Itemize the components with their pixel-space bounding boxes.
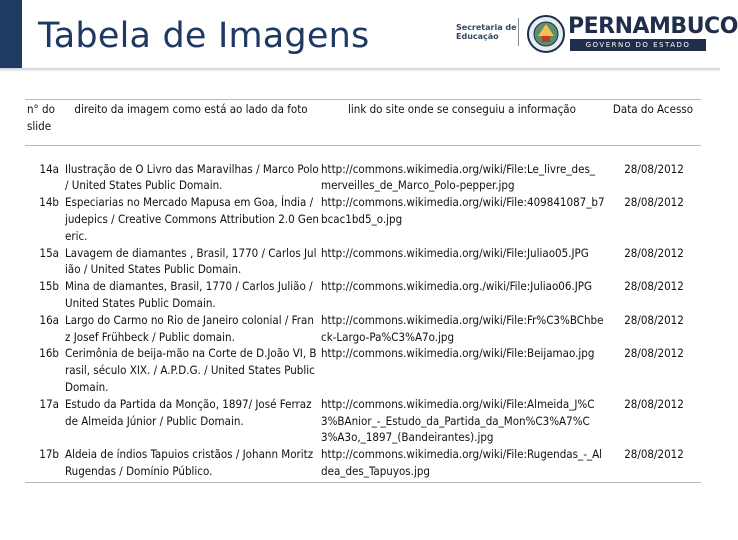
slide-header: [0, 0, 738, 68]
cell-slide: 15a: [39, 245, 59, 260]
secretaria-line-2: Educação: [456, 32, 499, 41]
cell-description: Largo do Carmo no Rio de Janeiro colonial / Franz Josef Frühbeck / Public domain.: [65, 312, 314, 344]
cell-date: 28/08/2012: [624, 396, 684, 411]
table-row: [25, 194, 701, 244]
cell-slide: 17b: [25, 446, 63, 482]
table-row: [25, 245, 701, 279]
cell-date: 28/08/2012: [624, 245, 684, 260]
cell-link: http://commons.wikimedia.org/wiki/File:Rugendas_-_Aldea_des_Tapuyos.jpg: [319, 446, 605, 482]
header-slide: n° do slide: [25, 100, 63, 146]
state-seal-icon: [526, 14, 566, 54]
table-row: [25, 446, 701, 482]
cell-date: 28/08/2012: [624, 279, 684, 294]
cell-description: Aldeia de índios Tapuios cristãos / Johann Moritz Rugendas / Domínio Público.: [63, 446, 319, 482]
header-description: direito da imagem como está ao lado da foto: [63, 100, 319, 146]
logo-divider: [518, 18, 519, 46]
cell-slide: 14b: [39, 195, 59, 210]
cell-description: Lavagem de diamantes , Brasil, 1770 / Carlos Julião / United States Public Domain.: [65, 245, 317, 277]
table-row: [25, 312, 701, 346]
secretaria-logo-text: [456, 23, 517, 41]
table-header-row: [25, 100, 701, 146]
table-row: [25, 278, 701, 312]
cell-slide: 17a: [39, 396, 59, 411]
table-row: [25, 396, 701, 446]
cell-date: 28/08/2012: [624, 161, 684, 176]
cell-slide: 16a: [39, 312, 59, 327]
cell-link: http://commons.wikimedia.org/wiki/File:Beijamao.jpg: [321, 346, 595, 361]
cell-date: 28/08/2012: [624, 312, 684, 327]
brand-subtitle: GOVERNO DO ESTADO: [570, 39, 706, 51]
page-title: Tabela de Imagens: [38, 16, 370, 56]
cell-date: 28/08/2012: [605, 446, 701, 482]
brand-name: PERNAMBUCO: [568, 14, 738, 39]
cell-link: http://commons.wikimedia.org/wiki/File:Almeida_J%C3%BAnior_-_Estudo_da_Partida_da_Mon%C3%A7%C3%A3o,_1897_(Bandeirantes).jpg: [321, 396, 595, 445]
table-row: [25, 145, 701, 194]
header-link: link do site onde se conseguiu a informação: [319, 100, 605, 146]
cell-description: Cerimônia de beija-mão na Corte de D.João VI, Brasil, século XIX. / A.P.D.G. / United States Public Domain.: [65, 346, 317, 394]
cell-description: Estudo da Partida da Monção, 1897/ José Ferraz de Almeida Júnior / Public Domain.: [65, 396, 312, 428]
secretaria-line-1: Secretaria de: [456, 23, 517, 32]
cell-description: Mina de diamantes, Brasil, 1770 / Carlos Julião / United States Public Domain.: [65, 279, 313, 310]
header-date: Data do Acesso: [605, 100, 701, 146]
cell-slide: 15b: [39, 279, 59, 294]
cell-date: 28/08/2012: [624, 346, 684, 361]
images-table: [25, 99, 701, 483]
header-accent-bar: [0, 0, 22, 68]
cell-slide: 14a: [39, 161, 59, 176]
cell-link: http://commons.wikimedia.org/wiki/File:409841087_b7bcac1bd5_o.jpg: [321, 195, 605, 226]
cell-link: http://commons.wikimedia.org/wiki/File:Juliao05.JPG: [321, 245, 589, 260]
cell-link: http://commons.wikimedia.org./wiki/File:Juliao06.JPG: [321, 279, 593, 294]
cell-description: Especiarias no Mercado Mapusa em Goa, Índia / judepics / Creative Commons Attribution 2.0 Generic.: [65, 195, 319, 243]
cell-link: http://commons.wikimedia.org/wiki/File:Le_livre_des_merveilles_de_Marco_Polo-pepper.jpg: [321, 161, 596, 193]
cell-slide: 16b: [39, 346, 59, 361]
header-shadow: [0, 68, 720, 72]
cell-description: Ilustração de O Livro das Maravilhas / Marco Polo / United States Public Domain.: [65, 161, 319, 193]
cell-link: http://commons.wikimedia.org/wiki/File:Fr%C3%BChbeck-Largo-Pa%C3%A7o.jpg: [321, 312, 604, 344]
table-row: [25, 345, 701, 395]
cell-date: 28/08/2012: [624, 195, 684, 210]
